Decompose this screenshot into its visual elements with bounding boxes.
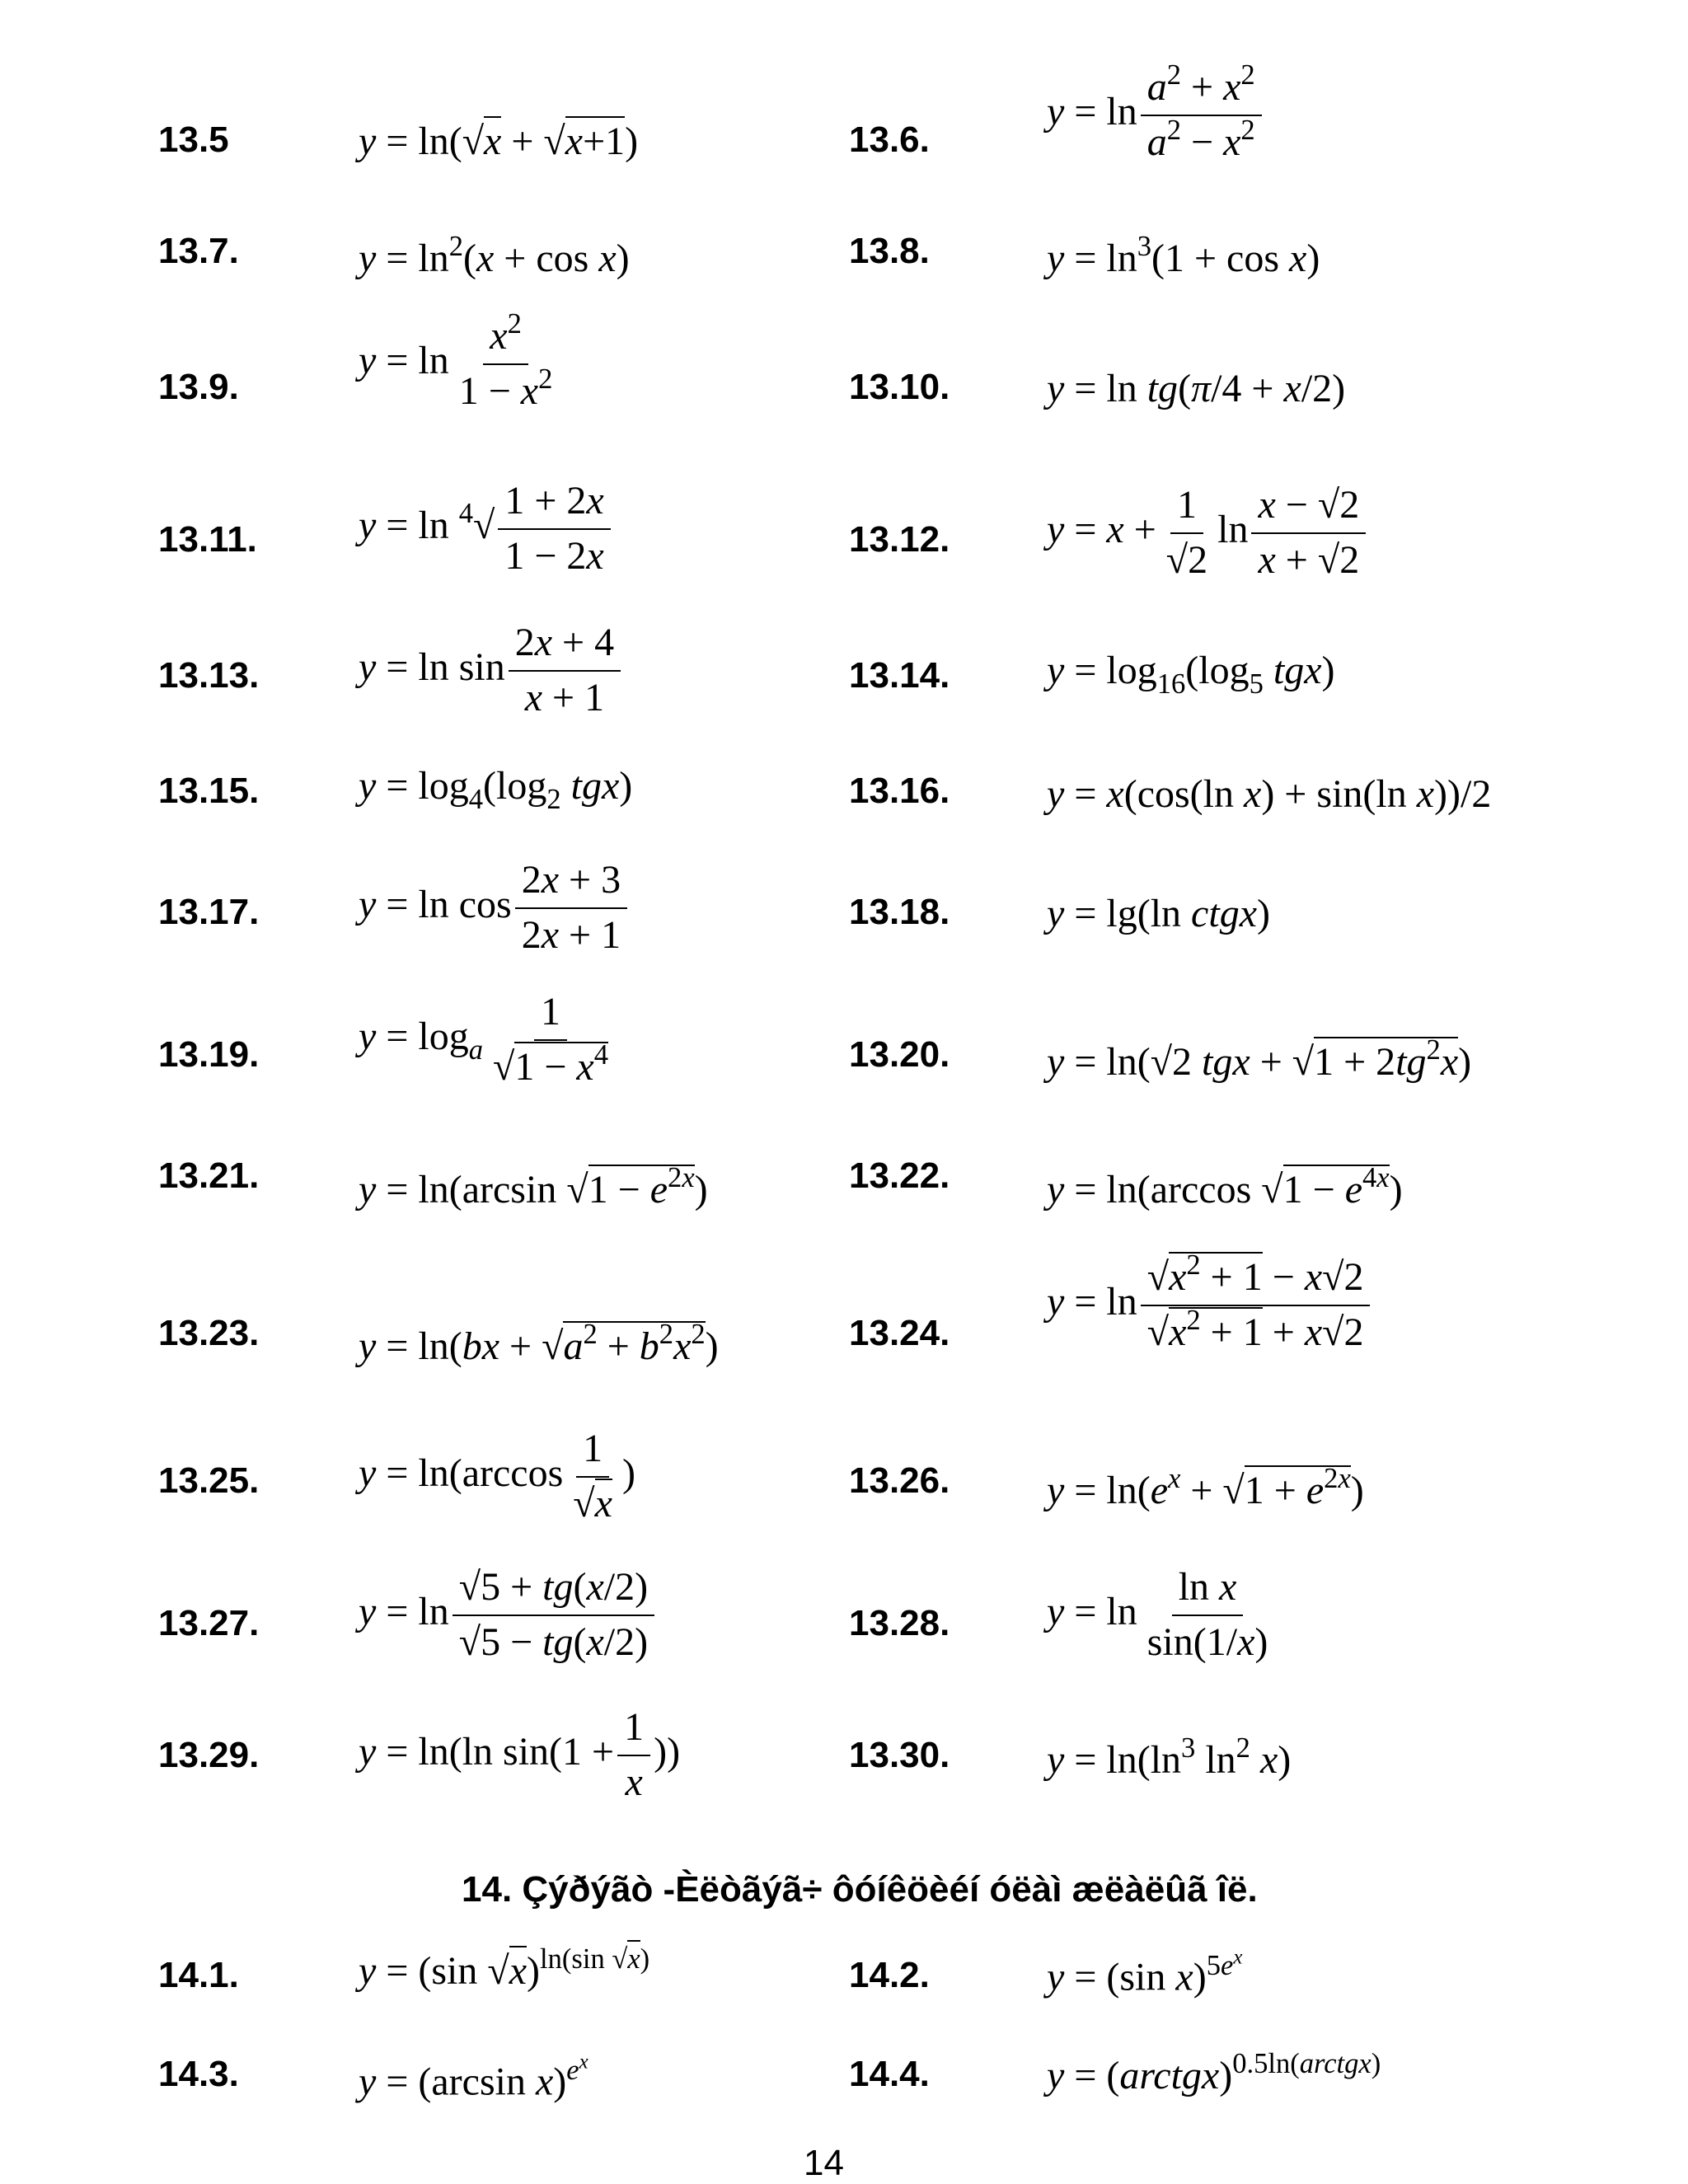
formula-13-10: y = ln tg(π/4 + x/2) [1047, 367, 1346, 410]
exercise-number: 13.16. [849, 771, 950, 811]
formula-13-26: $y = \ln(e^x + √1 + e^{2x})$ [1047, 1463, 1364, 1512]
formula-13-14: $y = \log_{16}(\log_5$ tgx) [1047, 649, 1335, 701]
formula-13-23: $y = \ln(bx + √a^2 + b^2x^2)$ [359, 1319, 719, 1368]
exercise-number: 13.28. [849, 1603, 950, 1643]
formula-13-13: y = ln sin $\frac{2x + 4}{x + 1}$ [359, 620, 624, 722]
exercise-number: 13.12. [849, 519, 950, 560]
exercise-number: 13.29. [158, 1735, 260, 1775]
page-number: 14 [804, 2143, 844, 2183]
exercise-number: 13.25. [158, 1460, 260, 1501]
exercise-number: 14.2. [849, 1955, 930, 1995]
formula-14-1: y = (sin √x)$^{ln(sin √x)}$ [359, 1952, 649, 1991]
exercise-number: 13.26. [849, 1460, 950, 1501]
exercise-number: 14.4. [849, 2054, 930, 2094]
formula-13-12: y = x + $\frac{1}{√2}$ ln $\frac{x - √2}{x + √2}$ [1047, 482, 1369, 584]
formula-13-18: y = lg(ln ctgx) [1047, 892, 1270, 935]
exercise-number: 13.8. [849, 231, 930, 271]
exercise-number: 14.1. [158, 1955, 239, 1995]
exercise-number: 13.27. [158, 1603, 260, 1643]
exercise-number: 13.23. [158, 1313, 260, 1353]
formula-13-19: $y = \log_a$ $\frac{1}{√1 - x^4}$ [359, 990, 609, 1089]
formula-13-21: y = ln(arcsin $√1 - e^{2x}$) [359, 1162, 708, 1212]
formula-13-9: y = ln $\frac{x^2}{1 - x^2}$ [359, 308, 553, 413]
formula-13-17: y = ln cos $\frac{2x + 3}{2x + 1}$ [359, 857, 631, 959]
exercise-number: 13.7. [158, 231, 239, 271]
formula-14-2: y = (sin x)$^{5e^x}$ [1047, 1946, 1243, 1999]
exercise-number: 13.10. [849, 367, 950, 407]
exercise-number: 13.14. [849, 655, 950, 696]
formula-14-4: y = (arctgx)$^{0.5ln(arctgx)}$ [1047, 2048, 1381, 2097]
exercise-number: 13.24. [849, 1313, 950, 1353]
formula-13-7: $y = \ln^2(x + \cos x)$ [359, 231, 630, 280]
formula-13-20: y = ln(√2 tgx + $√1 + 2tg^2x$) [1047, 1034, 1472, 1084]
formula-14-3: y = (arcsin x)$^{e^x}$ [359, 2050, 588, 2104]
formula-13-5: y = ln(√x + √x+1) [359, 122, 638, 162]
exercise-number: 13.20. [849, 1034, 950, 1075]
exercise-number: 13.11. [158, 519, 257, 560]
exercise-number: 13.30. [849, 1735, 950, 1775]
exercise-number: 13.21. [158, 1155, 260, 1196]
exercise-number: 13.18. [849, 892, 950, 932]
formula-13-29: y = ln(ln sin(1 + $\frac{1}{x}$ )) [359, 1705, 681, 1804]
exercise-number: 13.19. [158, 1034, 260, 1075]
formula-13-11: y = ln $^4$√ $\frac{1 + 2x}{1 - 2x}$ [359, 478, 614, 580]
exercise-number: 13.22. [849, 1155, 950, 1196]
exercise-number: 13.5 [158, 120, 229, 160]
formula-13-15: $y = \log_4(\log_2$ tgx) [359, 764, 633, 816]
exercise-number: 13.6. [849, 120, 930, 160]
exercise-number: 13.13. [158, 655, 260, 696]
formula-13-30: $y = \ln(\ln^3$ $\ln^2 x$) [1047, 1732, 1292, 1782]
formula-13-16: y = x(cos(ln x) + sin(ln x))/2 [1047, 772, 1492, 816]
exercise-number: 14.3. [158, 2054, 239, 2094]
formula-13-6: y = ln $\frac{a^2 + x^2}{a^2 - x^2}$ [1047, 64, 1265, 166]
formula-13-28: y = ln $\frac{\text{ln x}}{\sin(1/x)}$ [1047, 1565, 1268, 1664]
exercise-number: 13.9. [158, 367, 239, 407]
formula-13-22: y = ln(arccos $√1 - e^{4x}$) [1047, 1162, 1403, 1212]
formula-13-27: y = ln $\frac{√5 + tg(x/2)}{√5 - tg(x/2)}$ [359, 1564, 658, 1666]
formula-13-8: $y = \ln^3(1 + \cos x)$ [1047, 231, 1320, 280]
formula-13-24: y = ln $\frac{√x^2 + 1 - x√2}{√x^2 + 1 + x√2}$ [1047, 1254, 1373, 1357]
exercise-number: 13.15. [158, 771, 260, 811]
section-heading: 14. Çýðýãò -Èëòãýã÷ ôóíêöèéí óëàì æëàëûã îë. [462, 1869, 1258, 1910]
formula-13-25: y = ln(arccos $\frac{1}{√x}$ ) [359, 1427, 635, 1526]
exercise-number: 13.17. [158, 892, 260, 932]
